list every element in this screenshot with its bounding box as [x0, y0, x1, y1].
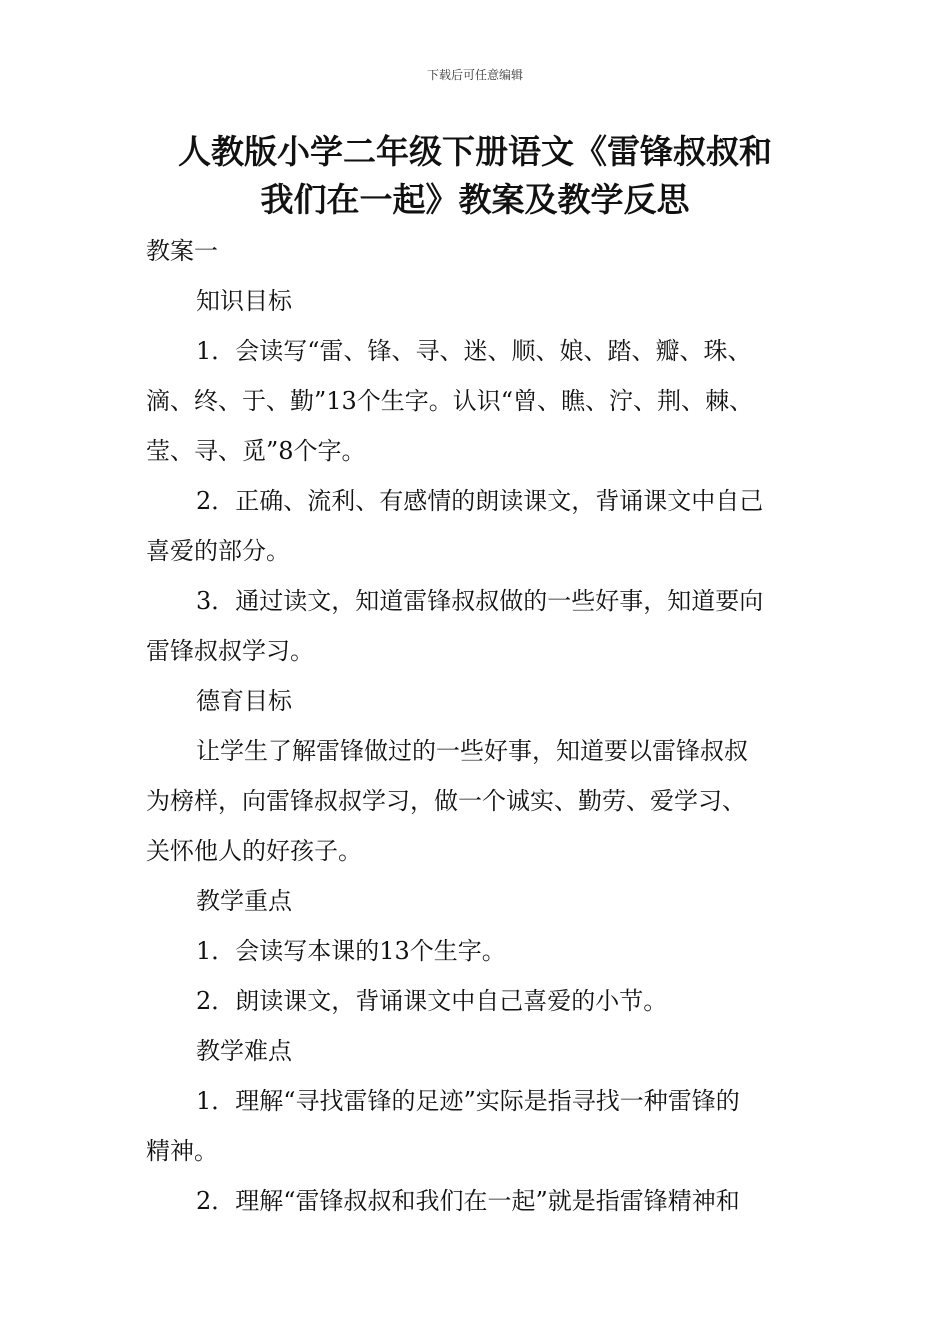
- text-line: 喜爱的部分。: [146, 537, 290, 565]
- text-line: 精神。: [146, 1137, 218, 1165]
- text-line: 雷锋叔叔学习。: [146, 637, 314, 665]
- text-line: 2．朗读课文，背诵课文中自己喜爱的小节。: [196, 987, 668, 1015]
- text-line: 教学难点: [196, 1037, 292, 1065]
- text-line: 3．通过读文，知道雷锋叔叔做的一些好事，知道要向: [196, 587, 764, 615]
- text-line: 教案一: [146, 237, 218, 265]
- text-line: 1．会读写本课的13个生字。: [196, 937, 506, 965]
- text-line: 2．理解“雷锋叔叔和我们在一起”就是指雷锋精神和: [196, 1187, 740, 1215]
- text-line: 2．正确、流利、有感情的朗读课文，背诵课文中自己: [196, 487, 764, 515]
- text-line: 莹、寻、觅”8个字。: [146, 437, 366, 465]
- text-line: 为榜样，向雷锋叔叔学习，做一个诚实、勤劳、爱学习、: [146, 787, 746, 815]
- title-line-1: 人教版小学二年级下册语文《雷锋叔叔和: [178, 132, 772, 171]
- document-body: [146, 226, 816, 1226]
- text-line: 教学重点: [196, 887, 292, 915]
- text-line: 1．会读写“雷、锋、寻、迷、顺、娘、踏、瓣、珠、: [196, 337, 752, 365]
- title-line-2: 我们在一起》教案及教学反思: [260, 180, 690, 219]
- text-line: 知识目标: [196, 287, 292, 315]
- text-line: 德育目标: [196, 687, 292, 715]
- text-line: 关怀他人的好孩子。: [146, 837, 362, 865]
- text-line: 1．理解“寻找雷锋的足迹”实际是指寻找一种雷锋的: [196, 1087, 740, 1115]
- page-header-note: 下载后可任意编辑: [426, 68, 523, 82]
- document-title: [0, 128, 950, 224]
- text-line: 让学生了解雷锋做过的一些好事，知道要以雷锋叔叔: [196, 737, 748, 765]
- text-line: 滴、终、于、勤”13个生字。认识“曾、瞧、泞、荆、棘、: [146, 387, 754, 415]
